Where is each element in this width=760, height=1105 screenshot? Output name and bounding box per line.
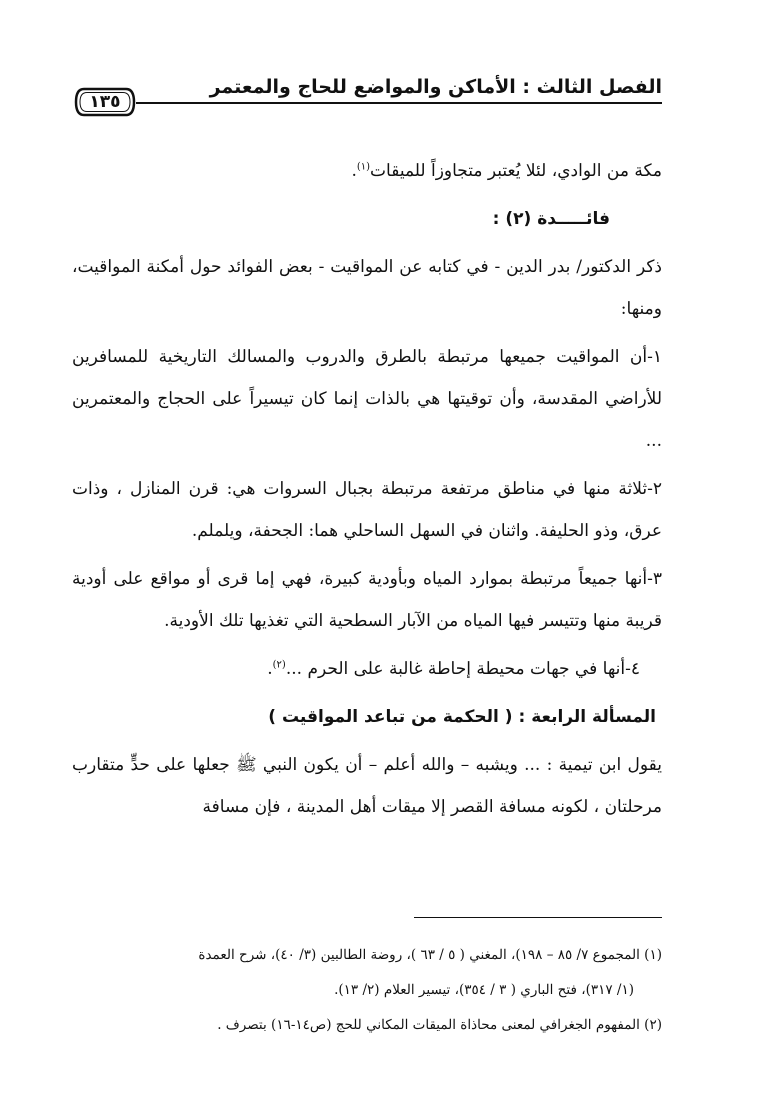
list-item-3: ٣-أنها جميعاً مرتبطة بموارد المياه وبأودية كبيرة، فهي إما قرى أو مواقع على أودية قريبة منها وتتيسر فيها المياه من الآبار السطحية التي تغذيها تلك الأودية.	[72, 569, 662, 631]
paragraph-ibn-taymiyya: يقول ابن تيمية : ... ويشبه – والله أعلم – أن يكون النبي ﷺ جعلها على حدٍّ متقارب مرحلتان ، لكونه مسافة القصر إلا ميقات أهل المدينة ، فإن مسافة	[72, 755, 662, 817]
list-item-4-text: ٤-أنها في جهات محيطة إحاطة غالبة على الحرم ...	[285, 659, 640, 679]
page-number: ١٣٥	[89, 92, 121, 112]
list-item-4	[72, 648, 662, 690]
list-item-1: ١-أن المواقيت جميعها مرتبطة بالطرق والدروب والمسالك التاريخية للمسافرين للأراضي المقدسة، وأن توقيتها هي بالذات إنما كان تيسيراً على الحجاج والمعتمرين ...	[72, 347, 662, 451]
benefit-label-text: فائـــــدة (٢) :	[492, 209, 610, 229]
footnote-ref-1: (١)	[356, 161, 371, 173]
header-rule	[136, 102, 662, 104]
list-item-4-end: .	[267, 659, 273, 679]
list-item-2: ٢-ثلاثة منها في مناطق مرتفعة مرتبطة بجبال السروات هي: قرن المنازل ، وذات عرق، وذو الحليفة. واثنان في السهل الساحلي هما: الجحفة، ويلملم.	[72, 479, 662, 541]
section-heading: المسألة الرابعة : ( الحكمة من تباعد المواقيت )	[268, 707, 656, 727]
chapter-title: الفصل الثالث : الأماكن والمواضع للحاج والمعتمر	[209, 76, 662, 98]
benefit-label	[72, 198, 662, 240]
running-header	[74, 72, 662, 112]
footnote-1-line-2: (١/ ٣١٧)، فتح الباري ( ٣ / ٣٥٤)، تيسير العلام (٢/ ١٣).	[334, 982, 634, 998]
paragraph-3: ذكر الدكتور/ بدر الدين - في كتابه عن المواقيت - بعض الفوائد حول أمكنة المواقيت، ومنها:	[72, 257, 662, 319]
page-number-badge	[74, 87, 136, 117]
footnote-separator	[414, 917, 662, 918]
footnote-ref-2: (٢)	[272, 659, 286, 671]
footnotes	[72, 938, 662, 1043]
paragraph-1	[72, 150, 662, 192]
paragraph-1-text: مكة من الوادي، لئلا يُعتبر متجاوزاً للميقات	[370, 161, 662, 181]
footnote-2: (٢) المفهوم الجغرافي لمعنى محاذاة الميقات المكاني للحج (ص١٤-١٦) بتصرف .	[217, 1017, 662, 1033]
body-text	[72, 150, 662, 828]
paragraph-1-end: .	[351, 161, 357, 181]
footnote-1-line-1: (١) المجموع ٧/ ٨٥ – ١٩٨)، المغني ( ٥ / ٦٣ )، روضة الطالبين (٣/ ٤٠)، شرح العمدة	[198, 947, 662, 963]
